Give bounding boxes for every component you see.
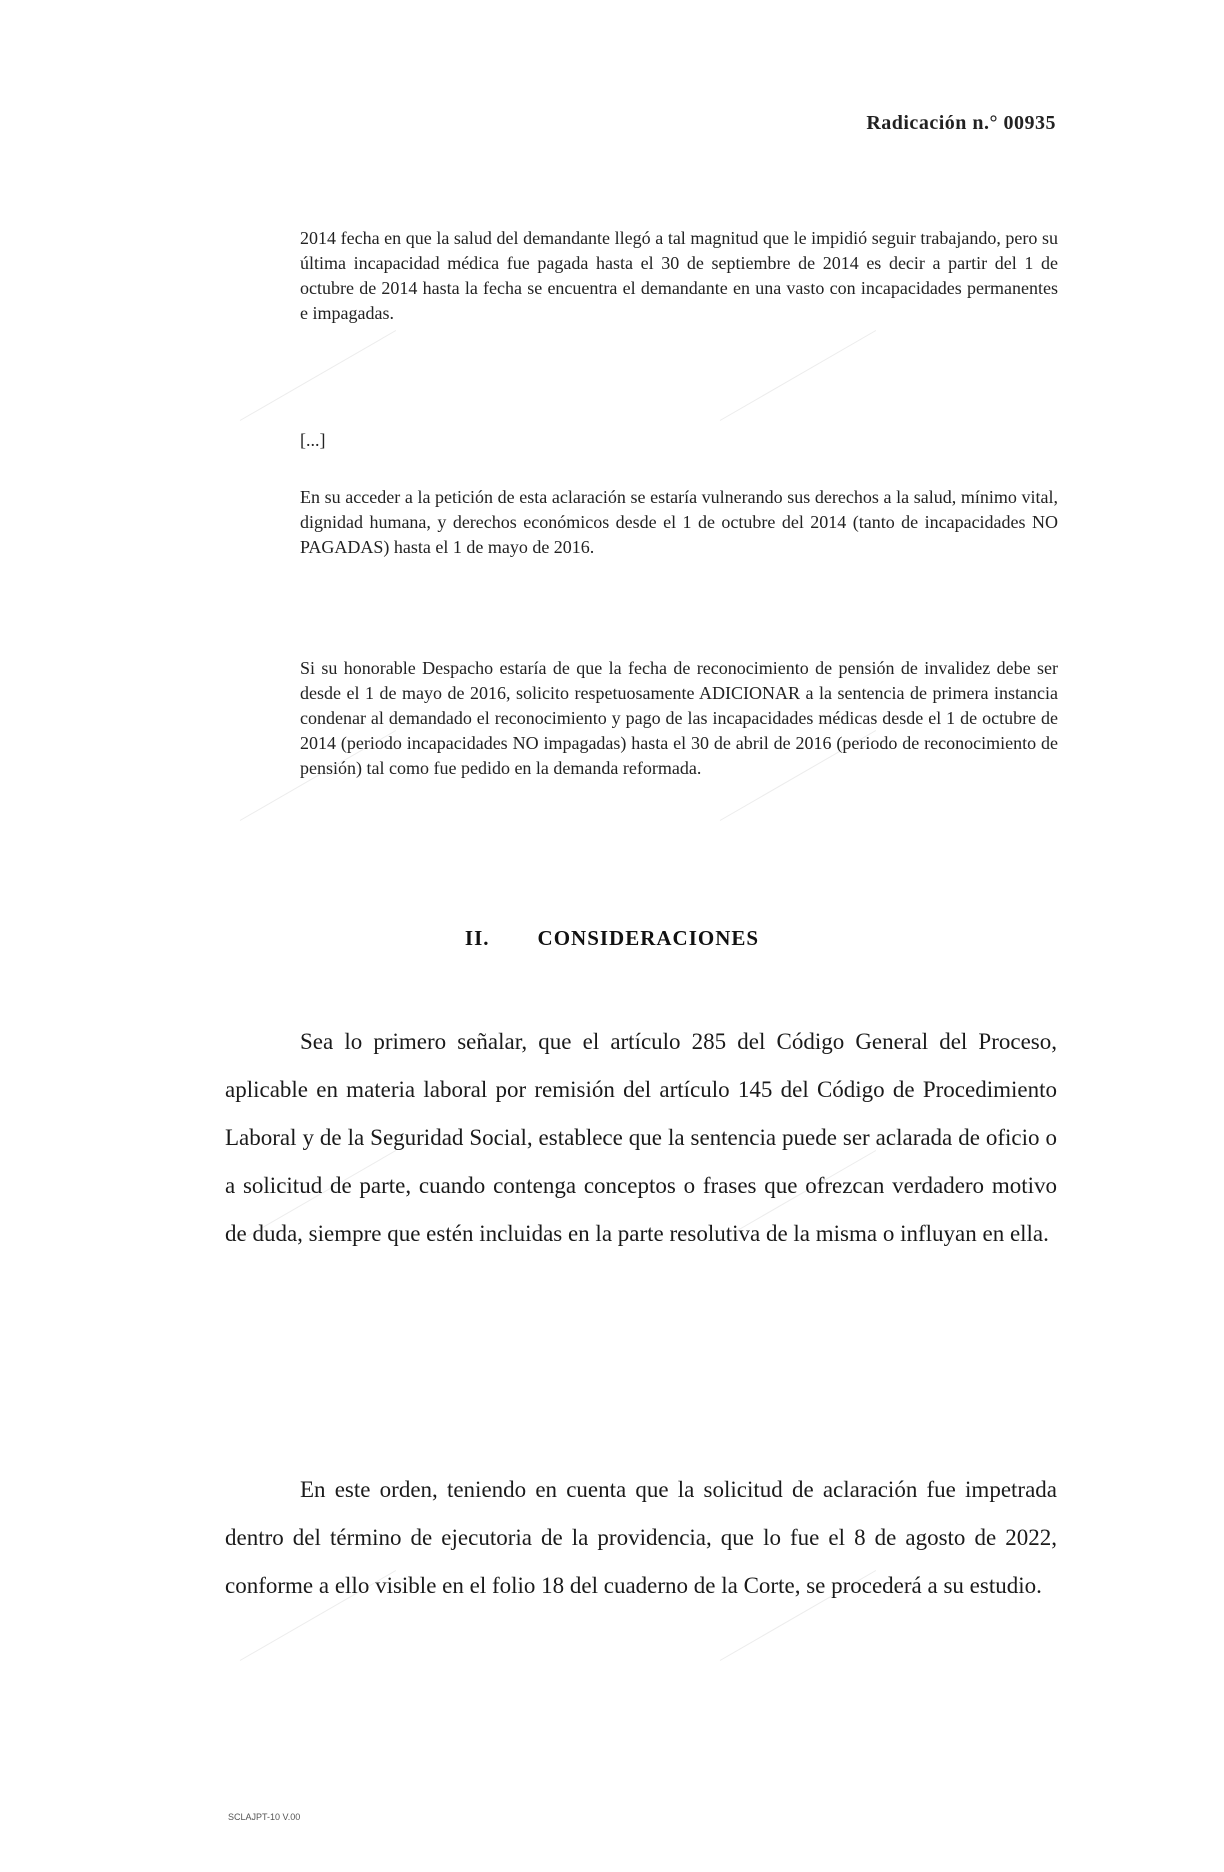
watermark-line bbox=[720, 330, 876, 421]
quote-text: 2014 fecha en que la salud del demandante llegó a tal magnitud que le impidió seguir trabajando, pero su última incapacidad médica fue pagada hasta el 30 de septiembre de 2014 es decir a partir del 1 de octubre de 2014 hasta la fecha se encuentra el demandante en una vasto con incapacidades permanentes e impagadas. bbox=[300, 228, 1058, 323]
case-reference: Radicación n.° 00935 bbox=[866, 112, 1056, 134]
ellipsis-text: [...] bbox=[300, 430, 326, 450]
quote-text: Si su honorable Despacho estaría de que la fecha de reconocimiento de pensión de invalidez debe ser desde el 1 de mayo de 2016, solicito respetuosamente ADICIONAR a la sentencia de primera instancia condenar al demandado el reconocimiento y pago de las incapacidades médicas desde el 1 de octubre de 2014 (periodo incapacidades NO impagadas) hasta el 30 de abril de 2016 (periodo de reconocimiento de pensión) tal como fue pedido en la demanda reformada. bbox=[300, 658, 1058, 778]
body-paragraph bbox=[225, 1018, 1057, 1258]
quote-ellipsis bbox=[300, 428, 1058, 453]
footer-code: SCLAJPT-10 V.00 bbox=[228, 1812, 301, 1822]
quoted-paragraph bbox=[300, 656, 1058, 781]
body-paragraph bbox=[225, 1466, 1057, 1610]
section-heading bbox=[0, 926, 1224, 951]
quoted-paragraph bbox=[300, 226, 1058, 326]
paragraph-text: Sea lo primero señalar, que el artículo 285 del Código General del Proceso, aplicable en materia laboral por remisión del artículo 145 del Código de Procedimiento Laboral y de la Seguridad Social, establece que la sentencia puede ser aclarada de oficio o a solicitud de parte, cuando contenga conceptos o frases que ofrezcan verdadero motivo de duda, siempre que estén incluidas en la parte resolutiva de la misma o influyan en ella. bbox=[225, 1029, 1057, 1246]
paragraph-text: En este orden, teniendo en cuenta que la solicitud de aclaración fue impetrada dentro del término de ejecutoria de la providencia, que lo fue el 8 de agosto de 2022, conforme a ello visible en el folio 18 del cuaderno de la Corte, se procederá a su estudio. bbox=[225, 1477, 1057, 1598]
quoted-paragraph bbox=[300, 485, 1058, 560]
quote-text: En su acceder a la petición de esta aclaración se estaría vulnerando sus derechos a la salud, mínimo vital, dignidad humana, y derechos económicos desde el 1 de octubre del 2014 (tanto de incapacidades NO PAGADAS) hasta el 1 de mayo de 2016. bbox=[300, 487, 1058, 557]
section-number: II. bbox=[464, 926, 490, 950]
section-title: CONSIDERACIONES bbox=[537, 926, 760, 950]
watermark-line bbox=[240, 330, 396, 421]
